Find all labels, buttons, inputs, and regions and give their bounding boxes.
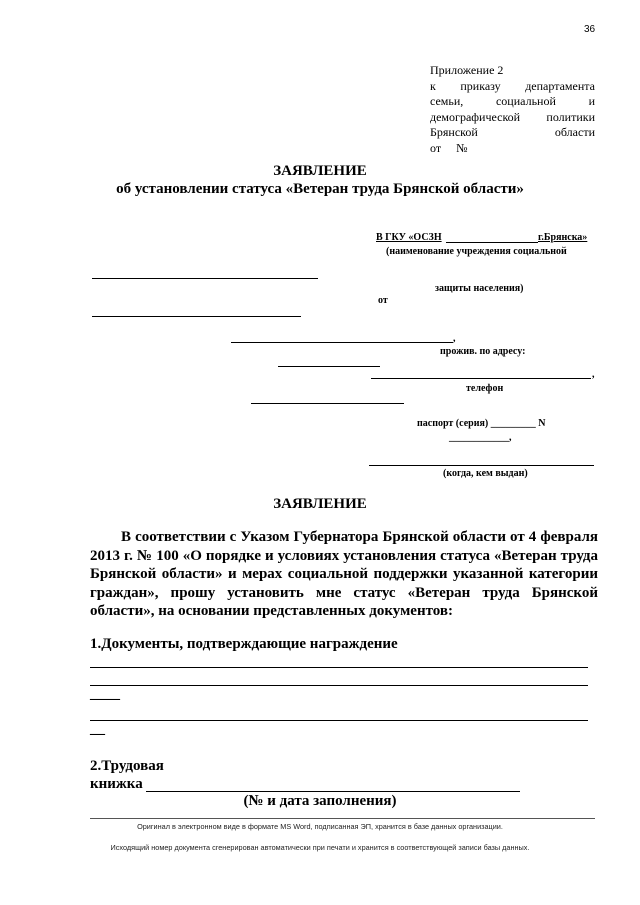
workbook-caption: (№ и дата заполнения) (243, 793, 397, 809)
appendix-word: Брянской (430, 125, 478, 139)
recipient-line (446, 242, 538, 243)
document-subtitle: об установлении статуса «Ветеран труда Брянской области» (116, 181, 524, 197)
appendix-row (430, 94, 595, 110)
statement-text: В соответствии с Указом Губернатора Брянской области от 4 февраля 2013 г. № 100 «О порядке и условиях установления статуса «Ветеран труда Брянской области» и мерах социальной поддержки указанной категории граждан», прошу установить мне статус «Ветеран труда Брянской области», на основании представленных документов: (90, 529, 598, 619)
address-label: прожив. по адресу: (440, 346, 526, 357)
appendix-line: Приложение 2 (430, 63, 504, 77)
recipient-city: г.Брянска» (538, 232, 588, 243)
appendix-block (430, 63, 595, 156)
appendix-word: демографической (430, 109, 521, 124)
appendix-word: приказу (460, 78, 501, 93)
footer-note: Исходящий номер документа сгенерирован автоматически при печати и хранится в соответствующей записи базы данных. (110, 843, 530, 852)
from-label: от (378, 295, 388, 306)
comma: , (592, 369, 595, 380)
section1-heading: 1.Документы, подтверждающие награждение (90, 636, 398, 652)
fill-line (90, 685, 588, 686)
appendix-row (430, 125, 595, 141)
appendix-date-number: от № (430, 140, 468, 155)
issued-line (369, 465, 594, 466)
appendix-word: департамента (525, 78, 595, 93)
phone-label: телефон (466, 383, 504, 394)
issued-caption: (когда, кем выдан) (443, 468, 528, 479)
blank-line (92, 316, 301, 317)
page-number: 36 (584, 24, 596, 35)
passport-label: паспорт (серия) _________ N (417, 418, 546, 429)
appendix-row (430, 110, 595, 126)
recipient-label: В ГКУ «ОСЗН (376, 232, 442, 243)
fill-dash: __ (90, 721, 105, 737)
name-line (231, 342, 453, 343)
address-line (278, 366, 380, 367)
address-line (371, 378, 591, 379)
workbook-line (146, 791, 520, 792)
appendix-word: политики (546, 109, 595, 124)
protection-caption: защиты населения) (435, 283, 524, 294)
institution-caption: (наименование учреждения социальной (386, 246, 567, 257)
footer-divider (90, 818, 595, 819)
comma: , (453, 333, 456, 344)
appendix-word: и (588, 94, 595, 108)
document-title: ЗАЯВЛЕНИЕ (273, 163, 367, 179)
appendix-word: к (430, 78, 436, 93)
section2-heading: 2.Трудовая (90, 758, 164, 774)
phone-line (251, 403, 404, 404)
statement-title: ЗАЯВЛЕНИЕ (273, 496, 367, 512)
blank-line (92, 278, 318, 279)
fill-dash: ____ (90, 686, 120, 702)
appendix-row (430, 79, 595, 95)
appendix-word: социальной (495, 94, 556, 108)
passport-number-line: ____________, (449, 432, 512, 443)
footer-note: Оригинал в электронном виде в формате MS Word, подписанная ЭП, хранится в базе данных организации. (137, 822, 503, 831)
fill-line (90, 667, 588, 668)
fill-line (90, 720, 588, 721)
section2-heading-cont: книжка (90, 776, 143, 792)
appendix-word: семьи, (430, 94, 464, 108)
appendix-word: области (554, 125, 595, 139)
